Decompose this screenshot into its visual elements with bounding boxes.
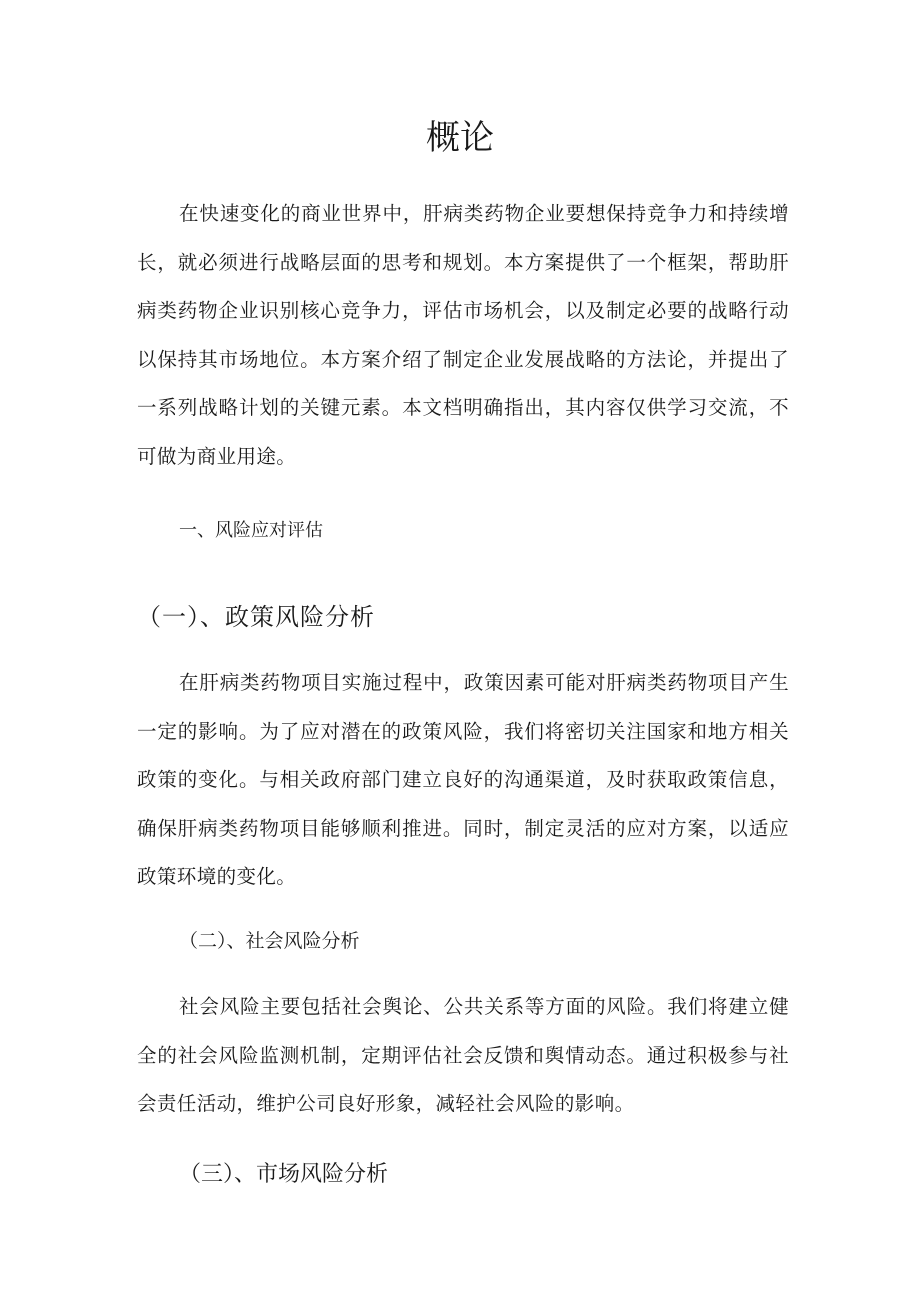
- policy-risk-paragraph: 在肝病类药物项目实施过程中，政策因素可能对肝病类药物项目产生一定的影响。为了应对潜在的政策风险，我们将密切关注国家和地方相关政策的变化。与相关政府部门建立良好的沟通渠道，及时获取政策信息，确保肝病类药物项目能够顺利推进。同时，制定灵活的应对方案，以适应政策环境的变化。: [137, 671, 789, 889]
- intro-paragraph: 在快速变化的商业世界中，肝病类药物企业要想保持竞争力和持续增长，就必须进行战略层面的思考和规划。本方案提供了一个框架，帮助肝病类药物企业识别核心竞争力，评估市场机会，以及制定必要的战略行动以保持其市场地位。本方案介绍了制定企业发展战略的方法论，并提出了一系列战略计划的关键元素。本文档明确指出，其内容仅供学习交流，不可做为商业用途。: [137, 202, 789, 468]
- section-heading-risk-assessment: 一、风险应对评估: [179, 520, 323, 541]
- subsection-heading-policy-risk: （一）、政策风险分析: [137, 603, 375, 631]
- subsection-heading-market-risk: （三）、市场风险分析: [179, 1162, 389, 1187]
- page-title: 概论: [426, 118, 494, 158]
- social-risk-paragraph: 社会风险主要包括社会舆论、公共关系等方面的风险。我们将建立健全的社会风险监测机制，定期评估社会反馈和舆情动态。通过积极参与社会责任活动，维护公司良好形象，减轻社会风险的影响。: [137, 995, 789, 1116]
- subsection-heading-social-risk: （二）、社会风险分析: [179, 930, 360, 952]
